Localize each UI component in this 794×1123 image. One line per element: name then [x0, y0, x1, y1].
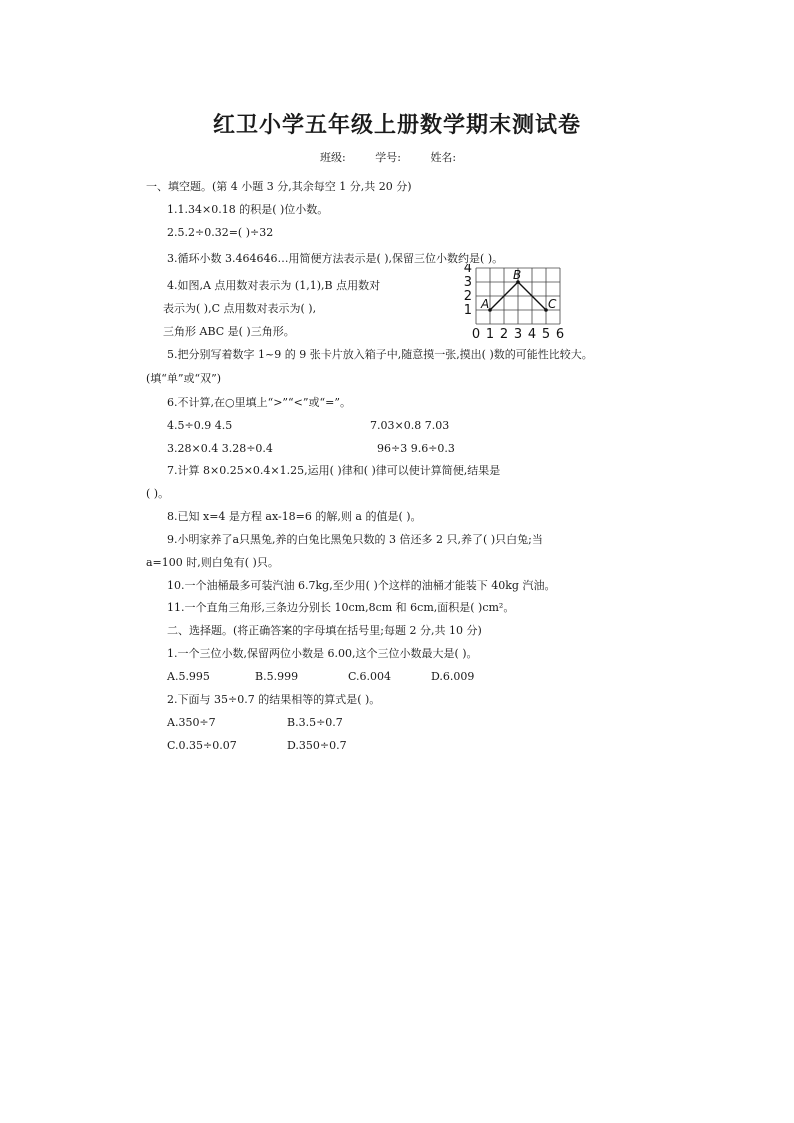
question-2-1: 1.一个三位小数,保留两位小数是 6.00,这个三位小数最大是( )。	[167, 647, 478, 660]
option-2-2-b: B.3.5÷0.7	[287, 716, 343, 729]
question-1-9: 9.小明家养了a只黑兔,养的白兔比黑兔只数的 3 倍还多 2 只,养了( )只白兔;当	[167, 533, 543, 546]
question-1-5-note: (填“单”或“双”)	[146, 372, 222, 385]
coordinate-grid	[462, 264, 566, 344]
x-tick-label: 5	[541, 327, 551, 342]
section-1-heading: 一、填空题。(第 4 小题 3 分,其余每空 1 分,共 20 分)	[146, 180, 412, 193]
y-tick-label: 3	[463, 275, 472, 290]
point-label-c: C	[548, 297, 557, 311]
question-1-4-line3: 三角形 ABC 是( )三角形。	[163, 325, 295, 338]
point-label-b: B	[513, 268, 522, 282]
x-tick-label: 4	[527, 327, 537, 342]
question-1-7: 7.计算 8×0.25×0.4×1.25,运用( )律和( )律可以使计算简便,结果是	[167, 464, 501, 477]
question-1-11: 11.一个直角三角形,三条边分别长 10cm,8cm 和 6cm,面积是( )cm²。	[167, 601, 515, 614]
x-tick-label: 0	[471, 327, 481, 342]
point-label-a: A	[481, 297, 490, 311]
question-1-6: 6.不计算,在○里填上“>”“<”或“=”。	[167, 396, 351, 409]
y-tick-label: 2	[463, 289, 472, 304]
y-tick-label: 4	[463, 264, 472, 276]
compare-item-2: 7.03×0.8 7.03	[370, 419, 450, 432]
question-1-2: 2.5.2÷0.32=( )÷32	[167, 226, 274, 239]
option-2-2-a: A.350÷7	[167, 716, 216, 729]
x-tick-label: 3	[513, 327, 523, 342]
coordinate-grid-figure	[462, 264, 566, 344]
option-2-2-d: D.350÷0.7	[287, 739, 347, 752]
x-tick-label: 1	[485, 327, 495, 342]
compare-item-4: 96÷3 9.6÷0.3	[377, 442, 455, 455]
question-1-7-cont: ( )。	[146, 487, 170, 500]
question-1-3: 3.循环小数 3.464646…用简便方法表示是( ),保留三位小数约是( )。	[167, 252, 504, 265]
question-1-8: 8.已知 x=4 是方程 ax-18=6 的解,则 a 的值是( )。	[167, 510, 422, 523]
question-1-9-cont: a=100 时,则白兔有( )只。	[146, 556, 279, 569]
question-1-4-line2: 表示为( ),C 点用数对表示为( ),	[163, 302, 317, 315]
question-1-5: 5.把分别写着数字 1~9 的 9 张卡片放入箱子中,随意摸一张,摸出( )数的可能性比较大。	[167, 348, 593, 361]
option-2-2-c: C.0.35÷0.07	[167, 739, 237, 752]
question-1-4-line1: 4.如图,A 点用数对表示为 (1,1),B 点用数对	[167, 279, 381, 292]
y-tick-label: 1	[463, 303, 472, 318]
option-2-1-a: A.5.995	[167, 670, 210, 683]
name-label: 姓名:	[430, 151, 457, 164]
student-info	[320, 149, 482, 165]
option-2-1-d: D.6.009	[431, 670, 475, 683]
page-title: 红卫小学五年级上册数学期末测试卷	[212, 113, 581, 138]
section-2-heading: 二、选择题。(将正确答案的字母填在括号里;每题 2 分,共 10 分)	[167, 624, 482, 637]
option-2-1-b: B.5.999	[255, 670, 299, 683]
student-id-label: 学号:	[375, 151, 401, 164]
x-tick-label: 6	[555, 327, 565, 342]
compare-item-3: 3.28×0.4 3.28÷0.4	[167, 442, 273, 455]
option-2-1-c: C.6.004	[348, 670, 392, 683]
class-label: 班级:	[320, 151, 346, 164]
question-2-2: 2.下面与 35÷0.7 的结果相等的算式是( )。	[167, 693, 381, 706]
question-1-1: 1.1.34×0.18 的积是( )位小数。	[167, 203, 329, 216]
x-tick-label: 2	[499, 327, 509, 342]
compare-item-1: 4.5÷0.9 4.5	[167, 419, 233, 432]
question-1-10: 10.一个油桶最多可装汽油 6.7kg,至少用( )个这样的油桶才能装下 40kg 汽油。	[167, 579, 556, 592]
